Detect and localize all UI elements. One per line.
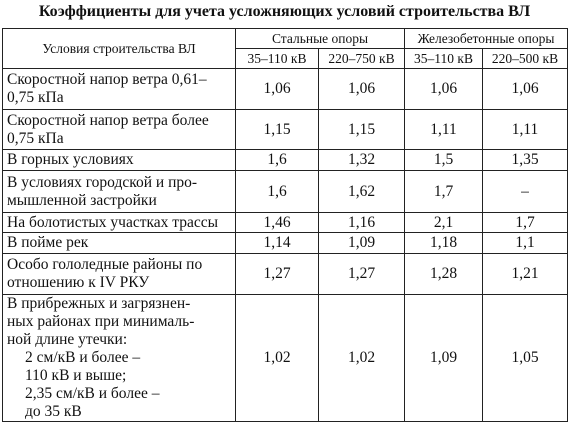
table-row bbox=[3, 150, 568, 171]
row-value: 1,7 bbox=[405, 171, 483, 213]
row-value: 1,02 bbox=[236, 295, 319, 422]
row-value: 1,27 bbox=[319, 254, 405, 295]
row-value: 1,16 bbox=[319, 213, 405, 233]
row-value: 1,06 bbox=[483, 69, 568, 110]
subheader-concrete-220-500: 220–500 кВ bbox=[483, 49, 568, 69]
table-title: Коэффициенты для учета усложняющих условий строительства ВЛ bbox=[38, 3, 531, 20]
condition-line: 2 см/кВ и более – bbox=[25, 349, 141, 366]
condition-line: 2,35 см/кВ и более – bbox=[25, 385, 160, 402]
row-value: 1,28 bbox=[405, 254, 483, 295]
row-condition bbox=[3, 295, 236, 422]
row-value: – bbox=[483, 171, 568, 213]
row-value: 1,15 bbox=[236, 110, 319, 150]
row-value: 1,14 bbox=[236, 233, 319, 254]
table-row bbox=[3, 171, 568, 213]
condition-line: В прибрежных и загрязнен- bbox=[7, 295, 191, 312]
condition-line: ной длине утечки: bbox=[7, 331, 128, 348]
row-condition: В пойме рек bbox=[3, 233, 236, 254]
table-row bbox=[3, 110, 568, 150]
table-row bbox=[3, 69, 568, 110]
concrete-supports-header: Железобетонные опоры bbox=[405, 29, 568, 49]
row-value: 1,35 bbox=[483, 150, 568, 171]
row-value: 1,62 bbox=[319, 171, 405, 213]
condition-line: ных районах при минималь- bbox=[7, 313, 195, 330]
row-value: 2,1 bbox=[405, 213, 483, 233]
row-value: 1,09 bbox=[319, 233, 405, 254]
row-value: 1,02 bbox=[319, 295, 405, 422]
row-value: 1,11 bbox=[405, 110, 483, 150]
row-value: 1,06 bbox=[236, 69, 319, 110]
row-condition: Скоростной напор ветра более 0,75 кПа bbox=[3, 110, 236, 150]
row-condition: В горных условиях bbox=[3, 150, 236, 171]
row-value: 1,21 bbox=[483, 254, 568, 295]
row-value: 1,18 bbox=[405, 233, 483, 254]
table-row bbox=[3, 295, 568, 422]
subheader-concrete-35-110: 35–110 кВ bbox=[405, 49, 483, 69]
subheader-steel-35-110: 35–110 кВ bbox=[236, 49, 319, 69]
row-condition: На болотистых участках трассы bbox=[3, 213, 236, 233]
row-value: 1,06 bbox=[319, 69, 405, 110]
condition-line: до 35 кВ bbox=[25, 403, 82, 420]
row-value: 1,32 bbox=[319, 150, 405, 171]
row-value: 1,5 bbox=[405, 150, 483, 171]
row-value: 1,27 bbox=[236, 254, 319, 295]
row-value: 1,6 bbox=[236, 171, 319, 213]
condition-line: 110 кВ и выше; bbox=[25, 367, 127, 384]
table-row bbox=[3, 233, 568, 254]
coefficients-table bbox=[2, 28, 568, 422]
subheader-steel-220-750: 220–750 кВ bbox=[319, 49, 405, 69]
row-value: 1,6 bbox=[236, 150, 319, 171]
condition-column-header: Условия строительства ВЛ bbox=[3, 29, 236, 69]
table-row bbox=[3, 213, 568, 233]
row-condition: Скоростной напор ветра 0,61–0,75 кПа bbox=[3, 69, 236, 110]
row-value: 1,09 bbox=[405, 295, 483, 422]
row-condition: В условиях городской и про-мышленной застройки bbox=[3, 171, 236, 213]
table-row bbox=[3, 254, 568, 295]
row-value: 1,1 bbox=[483, 233, 568, 254]
row-value: 1,11 bbox=[483, 110, 568, 150]
row-value: 1,05 bbox=[483, 295, 568, 422]
row-value: 1,06 bbox=[405, 69, 483, 110]
row-value: 1,7 bbox=[483, 213, 568, 233]
row-value: 1,46 bbox=[236, 213, 319, 233]
row-condition: Особо гололедные районы по отношению к IV РКУ bbox=[3, 254, 236, 295]
steel-supports-header: Стальные опоры bbox=[236, 29, 405, 49]
row-value: 1,15 bbox=[319, 110, 405, 150]
